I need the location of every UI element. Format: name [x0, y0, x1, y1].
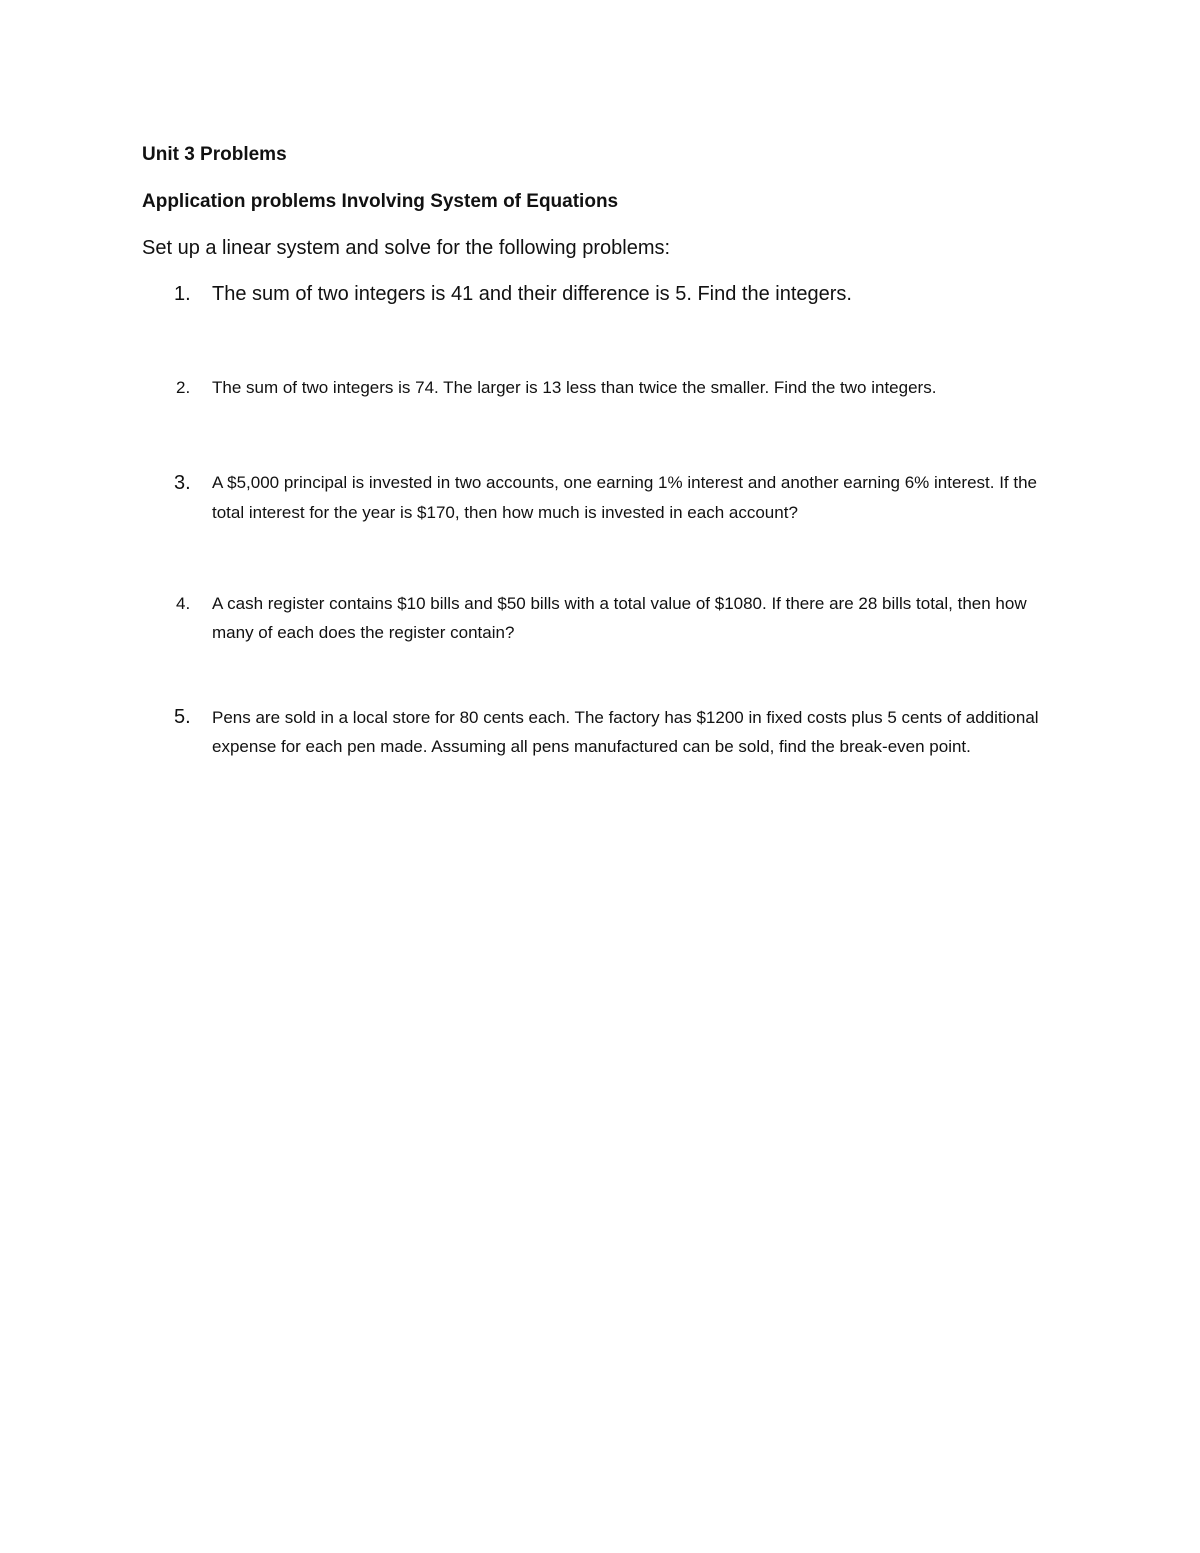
page-subtitle: Application problems Involving System of Equations	[142, 191, 619, 212]
page-title: Unit 3 Problems	[142, 144, 287, 165]
problem-text-1: The sum of two integers is 41 and their difference is 5. Find the integers.	[212, 283, 852, 305]
problem-number-4: 4.	[176, 594, 191, 613]
problem-text-3: A $5,000 principal is invested in two accounts, one earning 1% interest and another earning 6% interest. If the total interest for the year is $170, then how much is invested in each account?	[212, 473, 1038, 522]
instructions-text: Set up a linear system and solve for the following problems:	[142, 237, 671, 259]
problem-text-2: The sum of two integers is 74. The larger is 13 less than twice the smaller. Find the two integers.	[212, 378, 937, 397]
problem-number-1: 1.	[174, 283, 191, 305]
problem-text-5: Pens are sold in a local store for 80 cents each. The factory has $1200 in fixed costs plus 5 cents of additional expense for each pen made. Assuming all pens manufactured can be sold, find the break-even point.	[212, 708, 1039, 756]
problem-number-3: 3.	[174, 472, 191, 494]
problem-text-4: A cash register contains $10 bills and $50 bills with a total value of $1080. If there are 28 bills total, then how many of each does the register contain?	[212, 594, 1027, 642]
problem-number-5: 5.	[174, 706, 191, 728]
problem-number-2: 2.	[176, 378, 191, 397]
